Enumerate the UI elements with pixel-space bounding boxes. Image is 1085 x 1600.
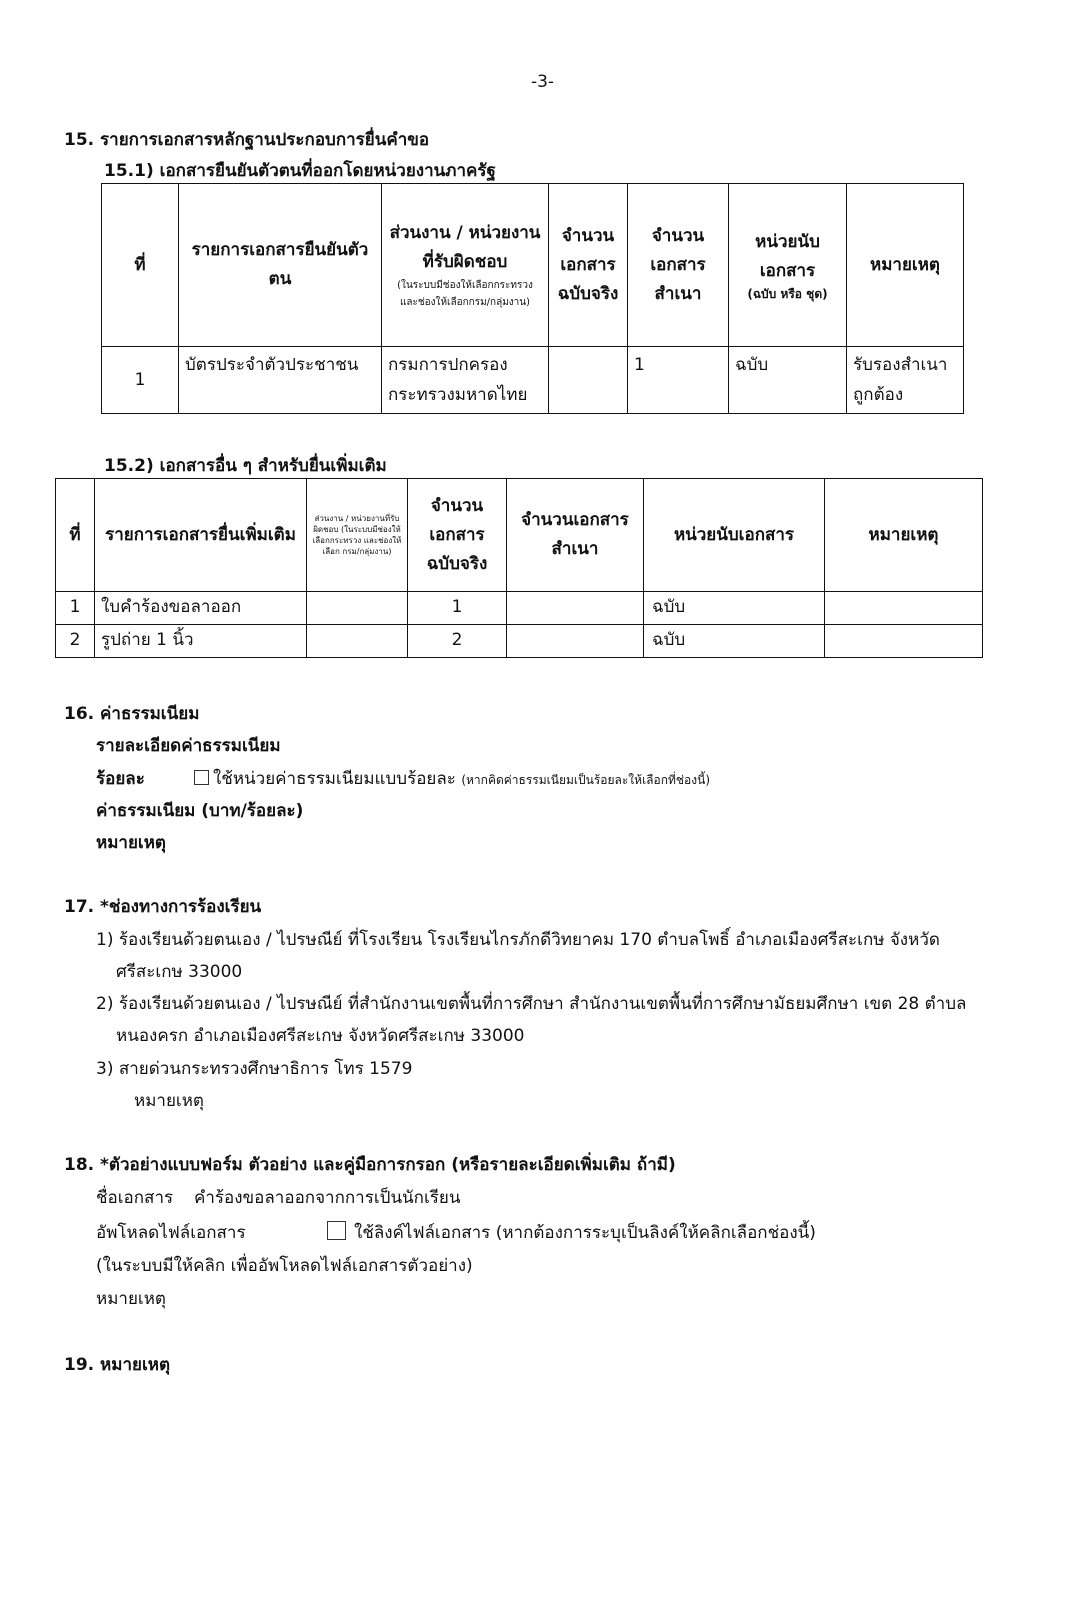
section-15-title: 15. รายการเอกสารหลักฐานประกอบการยื่นคำขอ: [64, 130, 430, 150]
header-agency: [307, 479, 408, 592]
link-checkbox-label: ใช้ลิงค์ไฟล์เอกสาร (หากต้องการระบุเป็นลิงค์ให้คลิกเลือกช่องนี้): [354, 1223, 816, 1243]
header-agency-note: (ในระบบมีช่องให้เลือกกระทรวง และช่องให้เลือกกรม/กลุ่มงาน): [397, 280, 533, 308]
cell-orig: 1: [408, 592, 507, 625]
cell-no: 1: [56, 592, 95, 625]
header-doc: รายการเอกสารยืนยันตัวตน: [179, 184, 382, 347]
doc-name-value: คำร้องขอลาออกจากการเป็นนักเรียน: [194, 1188, 461, 1208]
fee-remark-label: หมายเหตุ: [96, 833, 166, 853]
header-agency-label: ส่วนงาน / หน่วยงานที่รับผิดชอบ (ในระบบมีช่องให้เลือกกระทรวง และช่องให้เลือก กรม/กลุ่มงาน): [312, 514, 402, 556]
cell-copy: [507, 592, 644, 625]
upload-note: (ในระบบมีให้คลิก เพื่ออัพโหลดไฟล์เอกสารตัวอย่าง): [96, 1256, 473, 1276]
sample-remark: หมายเหตุ: [96, 1289, 166, 1309]
header-doc: รายการเอกสารยื่นเพิ่มเติม: [95, 479, 307, 592]
page-number: -3-: [530, 72, 555, 92]
section-17-title: 17. *ช่องทางการร้องเรียน: [64, 897, 262, 917]
percent-option[interactable]: [194, 765, 710, 792]
cell-unit: ฉบับ: [729, 347, 847, 414]
upload-label[interactable]: อัพโหลดไฟล์เอกสาร: [96, 1223, 246, 1243]
additional-documents-table: [55, 478, 983, 658]
percent-checkbox[interactable]: [194, 770, 209, 785]
section-19-title: 19. หมายเหตุ: [64, 1355, 171, 1375]
complaint-item-2-cont: หนองครก อำเภอเมืองศรีสะเกษ จังหวัดศรีสะเกษ 33000: [116, 1026, 525, 1046]
header-orig: จำนวนเอกสารฉบับจริง: [408, 479, 507, 592]
header-unit-label: หน่วยนับเอกสาร: [755, 231, 820, 281]
table-row: [56, 625, 983, 658]
header-unit-note: (ฉบับ หรือ ชุด): [747, 286, 828, 301]
table-header-row: [102, 184, 964, 347]
header-no: ที่: [56, 479, 95, 592]
cell-doc: ใบคำร้องขอลาออก: [95, 592, 307, 625]
table-row: [56, 592, 983, 625]
cell-orig: 2: [408, 625, 507, 658]
cell-unit: ฉบับ: [644, 625, 825, 658]
complaint-item-2: 2) ร้องเรียนด้วยตนเอง / ไปรษณีย์ ที่สำนักงานเขตพื้นที่การศึกษา สำนักงานเขตพื้นที่การศึกษามัธยมศึกษา เขต 28 ตำบล: [96, 994, 967, 1014]
fee-detail-heading: รายละเอียดค่าธรรมเนียม: [96, 736, 281, 756]
cell-orig: [549, 347, 628, 414]
header-remark: หมายเหตุ: [847, 184, 964, 347]
header-orig: จำนวนเอกสารฉบับจริง: [549, 184, 628, 347]
cell-copy: 1: [628, 347, 729, 414]
complaint-item-1: 1) ร้องเรียนด้วยตนเอง / ไปรษณีย์ ที่โรงเรียน โรงเรียนไกรภักดีวิทยาคม 170 ตำบลโพธิ์ อำเภอเมืองศรีสะเกษ จังหวัด: [96, 930, 940, 950]
percent-checkbox-label: ใช้หน่วยค่าธรรมเนียมแบบร้อยละ: [213, 769, 456, 789]
header-unit: หน่วยนับเอกสาร: [644, 479, 825, 592]
cell-remark: รับรองสำเนาถูกต้อง: [847, 347, 964, 414]
cell-agency: กรมการปกครอง กระทรวงมหาดไทย: [382, 347, 549, 414]
section-15-2-title: 15.2) เอกสารอื่น ๆ สำหรับยื่นเพิ่มเติม: [104, 456, 387, 476]
header-unit: [729, 184, 847, 347]
header-copy: จำนวนเอกสารสำเนา: [628, 184, 729, 347]
header-no: ที่: [102, 184, 179, 347]
table-row: [102, 347, 964, 414]
complaint-item-1-cont: ศรีสะเกษ 33000: [116, 962, 243, 982]
cell-doc: บัตรประจำตัวประชาชน: [179, 347, 382, 414]
link-option[interactable]: [327, 1219, 816, 1246]
section-15-1-title: 15.1) เอกสารยืนยันตัวตนที่ออกโดยหน่วยงานภาครัฐ: [104, 161, 496, 181]
cell-agency: [307, 625, 408, 658]
percent-label: ร้อยละ: [96, 769, 145, 789]
header-agency-label: ส่วนงาน / หน่วยงานที่รับผิดชอบ: [389, 223, 541, 272]
cell-agency: [307, 592, 408, 625]
cell-no: 2: [56, 625, 95, 658]
cell-remark: [825, 625, 983, 658]
complaint-remark: หมายเหตุ: [134, 1091, 204, 1111]
cell-unit: ฉบับ: [644, 592, 825, 625]
header-copy: จำนวนเอกสารสำเนา: [507, 479, 644, 592]
cell-doc: รูปถ่าย 1 นิ้ว: [95, 625, 307, 658]
section-16-title: 16. ค่าธรรมเนียม: [64, 704, 200, 724]
header-agency: [382, 184, 549, 347]
percent-note: (หากคิดค่าธรรมเนียมเป็นร้อยละให้เลือกที่ช่องนี้): [461, 773, 711, 787]
cell-copy: [507, 625, 644, 658]
link-checkbox[interactable]: [327, 1221, 346, 1240]
cell-remark: [825, 592, 983, 625]
doc-name-label: ชื่อเอกสาร: [96, 1188, 174, 1208]
identity-documents-table: [101, 183, 964, 414]
section-18-title: 18. *ตัวอย่างแบบฟอร์ม ตัวอย่าง และคู่มือการกรอก (หรือรายละเอียดเพิ่มเติม ถ้ามี): [64, 1155, 676, 1175]
table-header-row: [56, 479, 983, 592]
cell-no: 1: [102, 347, 179, 414]
complaint-item-3: 3) สายด่วนกระทรวงศึกษาธิการ โทร 1579: [96, 1059, 413, 1079]
header-remark: หมายเหตุ: [825, 479, 983, 592]
fee-amount-label: ค่าธรรมเนียม (บาท/ร้อยละ): [96, 801, 304, 821]
